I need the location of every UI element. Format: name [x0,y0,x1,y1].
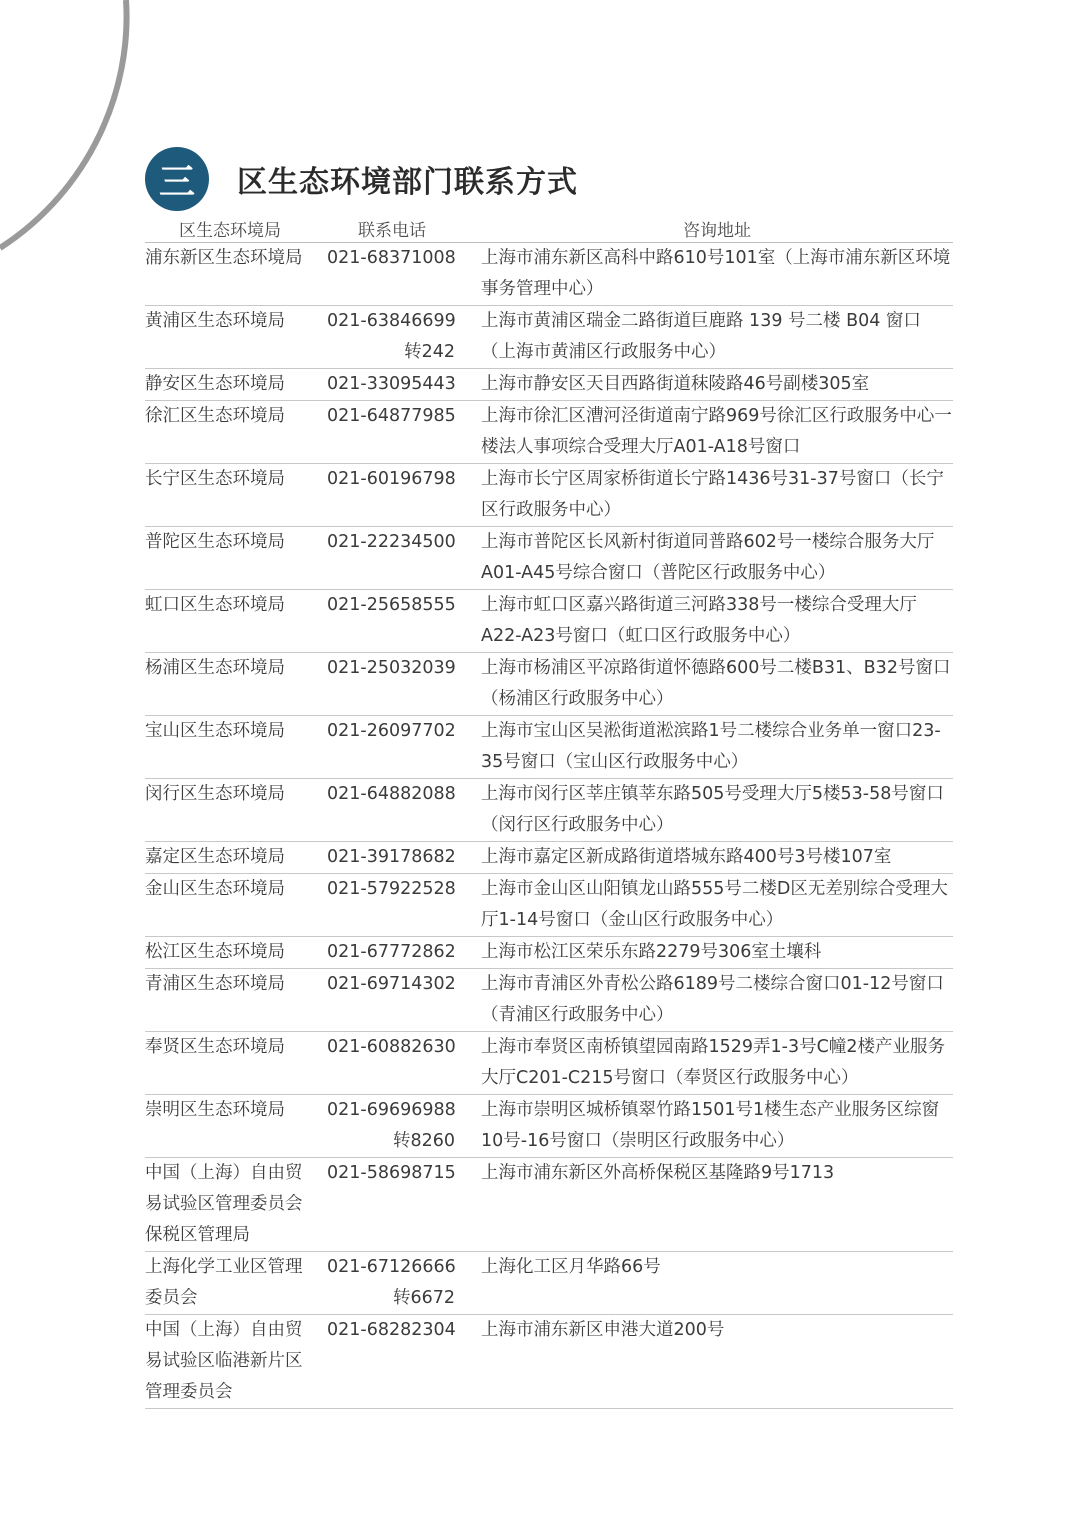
phone-extension: 转242 [404,342,455,362]
phone-cell [321,716,463,779]
phone-cell [321,243,463,306]
address: 上海市青浦区外青松公路6189号二楼综合窗口01-12号窗口（青浦区行政服务中心） [463,969,953,1032]
bureau-name: 中国（上海）自由贸易试验区临港新片区管理委员会 [145,1315,321,1409]
table-row [145,653,953,716]
header-bureau: 区生态环境局 [145,214,321,243]
address: 上海市普陀区长风新村街道同普路602号一楼综合服务大厅A01-A45号综合窗口（普陀区行政服务中心） [463,527,953,590]
bureau-name: 奉贤区生态环境局 [145,1032,321,1095]
section-heading [145,146,578,212]
phone-cell [321,1032,463,1095]
phone-number: 021-68371008 [327,248,456,268]
phone-cell [321,401,463,464]
phone-number: 021-68282304 [327,1320,456,1340]
phone-number: 021-25032039 [327,658,456,678]
bureau-name: 虹口区生态环境局 [145,590,321,653]
header-phone: 联系电话 [321,214,463,243]
phone-cell [321,527,463,590]
table-row [145,937,953,969]
phone-number: 021-69696988 [327,1100,456,1120]
section-number-badge: 三 [145,147,209,211]
address: 上海市嘉定区新成路街道塔城东路400号3号楼107室 [463,842,953,874]
address: 上海市虹口区嘉兴路街道三河路338号一楼综合受理大厅A22-A23号窗口（虹口区行政服务中心） [463,590,953,653]
table-row [145,1032,953,1095]
bureau-name: 上海化学工业区管理委员会 [145,1252,321,1315]
bureau-name: 长宁区生态环境局 [145,464,321,527]
table-row [145,1315,953,1409]
bureau-name: 浦东新区生态环境局 [145,243,321,306]
table-row [145,969,953,1032]
address: 上海市静安区天目西路街道秣陵路46号副楼305室 [463,369,953,401]
phone-cell [321,969,463,1032]
phone-number: 021-67126666 [327,1257,456,1277]
bureau-name: 青浦区生态环境局 [145,969,321,1032]
phone-number: 021-58698715 [327,1163,456,1183]
phone-number: 021-25658555 [327,595,456,615]
contact-table [145,214,953,1409]
phone-number: 021-22234500 [327,532,456,552]
table-row [145,306,953,369]
phone-number: 021-60196798 [327,469,456,489]
phone-number: 021-39178682 [327,847,456,867]
phone-extension: 转8260 [392,1131,455,1151]
phone-cell [321,937,463,969]
address: 上海化工区月华路66号 [463,1252,953,1315]
phone-cell [321,779,463,842]
phone-number: 021-64882088 [327,784,456,804]
table-row [145,1252,953,1315]
phone-cell [321,1252,463,1315]
table-row [145,1158,953,1252]
address: 上海市浦东新区申港大道200号 [463,1315,953,1409]
address: 上海市宝山区吴淞街道淞滨路1号二楼综合业务单一窗口23-35号窗口（宝山区行政服务中心） [463,716,953,779]
phone-cell [321,1158,463,1252]
phone-cell [321,842,463,874]
table-row [145,779,953,842]
bureau-name: 崇明区生态环境局 [145,1095,321,1158]
table-row [145,842,953,874]
phone-cell [321,306,463,369]
table-row [145,464,953,527]
phone-cell [321,464,463,527]
phone-number: 021-64877985 [327,406,456,426]
address: 上海市徐汇区漕河泾街道南宁路969号徐汇区行政服务中心一楼法人事项综合受理大厅A01-A18号窗口 [463,401,953,464]
bureau-name: 宝山区生态环境局 [145,716,321,779]
phone-number: 021-67772862 [327,942,456,962]
phone-number: 021-33095443 [327,374,456,394]
address: 上海市杨浦区平凉路街道怀德路600号二楼B31、B32号窗口（杨浦区行政服务中心） [463,653,953,716]
table-row [145,243,953,306]
phone-cell [321,653,463,716]
bureau-name: 中国（上海）自由贸易试验区管理委员会保税区管理局 [145,1158,321,1252]
phone-cell [321,590,463,653]
decorative-arc [0,0,140,260]
bureau-name: 嘉定区生态环境局 [145,842,321,874]
address: 上海市浦东新区外高桥保税区基隆路9号1713 [463,1158,953,1252]
phone-cell [321,874,463,937]
bureau-name: 闵行区生态环境局 [145,779,321,842]
bureau-name: 普陀区生态环境局 [145,527,321,590]
phone-cell [321,369,463,401]
table-row [145,369,953,401]
header-address: 咨询地址 [463,214,953,243]
address: 上海市长宁区周家桥街道长宁路1436号31-37号窗口（长宁区行政服务中心） [463,464,953,527]
address: 上海市奉贤区南桥镇望园南路1529弄1-3号C幢2楼产业服务大厅C201-C215号窗口（奉贤区行政服务中心） [463,1032,953,1095]
section-title: 区生态环境部门联系方式 [237,165,578,200]
phone-cell [321,1095,463,1158]
address: 上海市金山区山阳镇龙山路555号二楼D区无差别综合受理大厅1-14号窗口（金山区行政服务中心） [463,874,953,937]
bureau-name: 松江区生态环境局 [145,937,321,969]
phone-number: 021-60882630 [327,1037,456,1057]
phone-number: 021-69714302 [327,974,456,994]
bureau-name: 杨浦区生态环境局 [145,653,321,716]
phone-extension: 转6672 [392,1288,455,1308]
bureau-name: 静安区生态环境局 [145,369,321,401]
table-row [145,1095,953,1158]
table-row [145,401,953,464]
table-row [145,716,953,779]
bureau-name: 黄浦区生态环境局 [145,306,321,369]
table-row [145,590,953,653]
table-header-row [145,214,953,243]
phone-cell [321,1315,463,1409]
bureau-name: 金山区生态环境局 [145,874,321,937]
address: 上海市闵行区莘庄镇莘东路505号受理大厅5楼53-58号窗口（闵行区行政服务中心） [463,779,953,842]
table-row [145,874,953,937]
address: 上海市浦东新区高科中路610号101室（上海市浦东新区环境事务管理中心） [463,243,953,306]
address: 上海市松江区荣乐东路2279号306室土壤科 [463,937,953,969]
table-row [145,527,953,590]
address: 上海市黄浦区瑞金二路街道巨鹿路 139 号二楼 B04 窗口（上海市黄浦区行政服务中心） [463,306,953,369]
bureau-name: 徐汇区生态环境局 [145,401,321,464]
address: 上海市崇明区城桥镇翠竹路1501号1楼生态产业服务区综窗10号-16号窗口（崇明区行政服务中心） [463,1095,953,1158]
phone-number: 021-57922528 [327,879,456,899]
phone-number: 021-63846699 [327,311,456,331]
phone-number: 021-26097702 [327,721,456,741]
